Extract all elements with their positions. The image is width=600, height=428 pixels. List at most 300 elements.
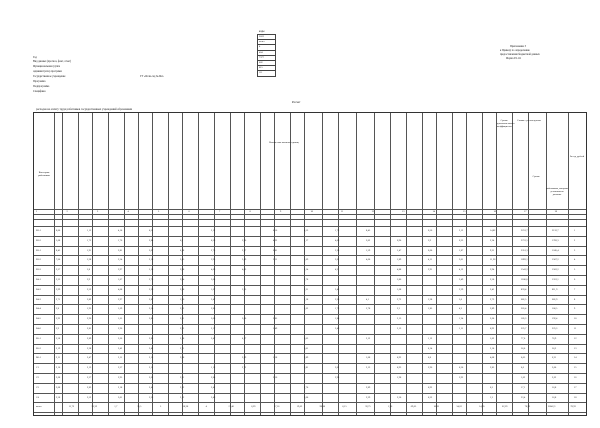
row-value: 3,03 [304,336,309,340]
row-value: 6,23 [459,238,464,242]
row-value: 811,9 [552,287,558,291]
code-cell: 015 [258,66,276,71]
label-institution: Государственное учреждение [33,75,66,78]
row-value: 6,56 [428,229,433,232]
total-value: 1,96 [388,405,393,409]
row-value: 3,78 [366,307,371,311]
row-value: 3,20 [335,248,340,252]
codes-header: коды [259,30,265,33]
row-value: 3,29 [459,287,464,291]
row-value: 3,13 [149,356,154,360]
column-number: 7 [219,210,221,213]
row-value: 1,36 [180,297,185,301]
row-value: 3,15 [397,317,402,321]
column-number: 10 [310,210,313,213]
row-value: 1,02 [521,376,526,379]
total-value: 58,28 [182,405,189,409]
codes-table [257,34,276,77]
row-value: 1,69 [118,307,123,311]
row-category: В4-4 [36,307,41,311]
row-value: 3,12 [459,229,464,232]
row-value: 3,49 [242,258,247,262]
row-value: 225,3 [552,327,558,330]
row-value: 265,4 [521,307,527,311]
row-value: 3,72 [397,297,402,301]
total-value: 17,46 [228,405,234,409]
row-value: 2,08 [56,385,61,389]
row-category: В4-1 [36,278,41,281]
row-value: 2,70 [304,385,309,389]
row-value: 1,3 [490,395,493,399]
row-value: 0,32 [428,395,433,399]
row-value: 3,73 [490,297,495,301]
row-value: 1,13 [211,366,216,370]
row-value: 3351,3 [521,248,528,252]
row-value: 1,62 [304,307,309,311]
total-value: 57,16 [274,405,280,409]
row-value: 1,76 [118,238,123,242]
total-value: 19,03 [296,405,303,409]
row-value: 3,18 [149,258,154,262]
row-value: 3,42 [118,346,123,350]
row-value: 2,11 [273,258,278,262]
row-value: 2,10 [56,366,61,370]
row-value: 33,4 [521,395,526,399]
row-value: 3,95 [211,258,216,262]
row-value: 6,60 [428,248,433,252]
row-value: 2,84 [149,238,154,242]
column-number: 1 [36,210,38,213]
code-cell: отчет [258,40,276,45]
header-category: Категории работников [38,171,50,178]
row-value: 5,9 [428,238,431,242]
row-value: 6,14 [304,268,309,272]
total-value: 53,59 [91,405,97,409]
row-value: 2,95 [118,376,123,379]
row-value: 4,1 [366,297,369,301]
doc-subtitle: расходов на оплату труда работников государственных учреждений образования [36,108,132,111]
row-value: 8,45 [56,248,61,252]
row-value: 3,33 [149,395,154,399]
row-value: 2,84 [211,376,216,379]
row-value: 3,98 [180,268,185,272]
row-value: 4,88 [397,268,402,272]
column-number: 12 [371,210,374,213]
label-func-group: Функциональная группа [33,65,61,68]
row-value: 2,62 [552,376,557,379]
row-value: 2,68 [56,376,61,379]
row-value: 3,29 [366,395,371,399]
row-value: 3,08 [211,278,216,281]
row-value: 225,7 [521,327,527,330]
row-value: 3,38 [180,287,185,291]
row-value: 1,98 [397,376,402,379]
institution-name: ГУ «Ясли-сад №192» [140,75,164,78]
column-number: 3 [97,210,99,213]
row-value: 2,58 [56,336,61,340]
row-value: 2,8 [56,307,59,311]
row-value: 2,61 [335,258,340,262]
header-annual: За год, рублей [569,155,585,158]
row-value: 1,08 [366,356,371,360]
row-value: 3,12 [366,336,371,340]
total-value: 59,75 [365,405,371,409]
code-cell: 2019 [258,35,276,40]
row-category: В4-3 [36,297,41,301]
column-number: 13 [402,210,405,213]
total-value: 69,05 [410,405,417,409]
approval-line: Приложение 3 [510,45,526,48]
row-value: 16 [574,376,577,379]
total-value: 78,92 [524,405,531,409]
row-category: В4-5 [36,317,41,321]
row-value: 0,93 [397,366,402,370]
row-value: 4,03 [242,268,247,272]
row-value: 3,99 [56,287,61,291]
row-value: 3,42 [149,346,154,350]
row-value: 3,11 [118,356,123,360]
row-value: 11,26 [490,258,496,262]
row-value: 2,91 [428,268,433,272]
row-value: 681,9 [552,297,558,301]
row-value: 0,18 [180,248,185,252]
row-value: 3,89 [490,307,495,311]
header-right-total: работникам, которым установлены доплаты [546,187,568,197]
total-value: 11,73 [68,405,75,409]
row-value: 1312,1 [552,278,559,281]
row-value: 2,96 [242,238,247,242]
row-value: 2,19 [56,346,61,350]
row-value: 0,51 [149,229,154,232]
row-value: 1,07 [118,278,123,281]
approval-line: к Приказу по определению [500,49,530,52]
row-value: 1,95 [87,307,92,311]
row-value: 3,06 [211,317,216,321]
row-category: В3-3 [36,268,41,272]
row-value: 2,92 [56,317,61,321]
row-value: 2,85 [211,307,216,311]
row-value: 3,49 [335,327,340,330]
row-value: 4,53 [304,229,309,232]
row-category: С3 [36,385,39,389]
total-label: итого [36,405,42,409]
row-value: 1,73 [335,307,340,311]
total-value: 4 [205,405,207,409]
row-category: В2-2 [36,238,41,242]
label-year: Год [33,56,37,59]
column-number: 8 [249,210,251,213]
row-value: 2,58 [56,395,61,399]
row-value: 1783,3 [552,238,559,242]
row-value: 2,02 [366,238,371,242]
row-value: 1507,2 [552,258,559,262]
row-value: 8,45 [366,229,371,232]
row-value: 10,8 [552,385,557,389]
row-value: 9 [574,307,576,311]
row-value: 11 [574,327,577,330]
row-value: 50,2 [552,346,557,350]
row-value: 160,5 [552,307,558,311]
row-value: 2,71 [56,297,61,301]
row-value: 0,92 [428,385,433,389]
row-value: 4,92 [273,238,278,242]
row-value: 833,4 [521,287,527,291]
row-value: 3,47 [211,336,216,340]
row-value: 1,65 [118,317,123,321]
row-value: 0,8 [428,356,431,360]
row-value: 0,05 [521,356,526,360]
row-value: 2,81 [180,317,185,321]
row-value: 2,60 [490,317,495,321]
row-value: 5,18 [149,268,154,272]
row-value: 4,12 [459,268,464,272]
code-cell: 4 [258,45,276,50]
total-value: 78,92 [570,405,576,409]
row-value: 2,89 [366,385,371,389]
row-value: 0,17 [242,336,247,340]
row-value: 2,87 [149,297,154,301]
row-value: 3,9 [87,278,90,281]
row-value: 3,71 [180,346,185,350]
row-value: 3,01 [118,395,123,399]
row-value: 5,86 [397,278,402,281]
row-value: 2132,7 [552,229,559,232]
row-value: 1893,1 [521,258,528,262]
row-value: 7,00 [56,258,61,262]
row-value: 3,92 [459,376,464,379]
row-category: В2-1 [36,229,41,232]
row-value: 2,91 [180,376,185,379]
row-value: 3,30 [335,297,340,301]
row-value: 1541,2 [521,268,528,272]
row-value: 1,09 [304,258,309,262]
row-value: 3,98 [180,356,185,360]
row-value: 2,41 [149,385,154,389]
code-cell: 464 [258,50,276,55]
row-value: 1,72 [87,238,92,242]
row-value: 3,94 [490,268,495,272]
row-value: 3,47 [87,356,92,360]
row-value: 4,2 [335,268,338,272]
row-value: 3,97 [118,268,123,272]
row-value: 2,54 [118,258,123,262]
row-value: 3,12 [180,395,185,399]
row-value: 2,96 [428,366,433,370]
row-value: 4,08 [490,356,495,360]
row-value: 2,89 [87,336,92,340]
salary-table [33,112,587,416]
row-value: 1,49 [273,327,278,330]
row-value: 8,00 [56,229,61,232]
total-value: 34,62 [456,405,462,409]
row-value: 3,41 [490,287,495,291]
row-value: 3,29 [149,287,154,291]
row-category: В6-1 [36,356,41,360]
row-value: 3,10 [490,346,495,350]
row-value: 3,37 [56,268,61,272]
row-value: 5 [574,268,576,272]
column-number: 16 [493,210,496,213]
row-value: 3,23 [56,278,61,281]
row-value: 0,92 [397,356,402,360]
row-value: 3,67 [149,248,154,252]
row-value: 3,37 [118,366,123,370]
row-value: 2,85 [490,366,495,370]
row-value: 1,91 [87,248,92,252]
row-value: 1,85 [428,307,433,311]
row-value: 2 [574,238,576,242]
row-value: 50,0 [521,346,526,350]
row-value: 3,17 [211,327,216,330]
label-admin: Администратор программ [33,70,62,73]
row-value: 6,21 [552,356,557,360]
row-value: 2,01 [335,366,340,370]
row-value: 1,89 [397,258,402,262]
row-value: 2,37 [242,248,247,252]
row-value: 5,28 [428,297,433,301]
row-value: 3,01 [459,258,464,262]
label-data-type: Вид данных (прогноз, факт, отчет) [33,60,72,63]
row-value: 2,9 [56,327,59,330]
row-value: 5,28 [87,258,92,262]
row-category: В5-1 [36,336,41,340]
row-value: 6,81 [273,248,278,252]
row-value: 3,82 [87,297,92,301]
approval-line: предоставления бюджетной данных [500,53,540,56]
approval-line: Форма 03-111 [506,57,522,60]
column-number: 9 [280,210,282,213]
total-value: 62,59 [502,405,508,409]
row-value: 0,3 [490,385,493,389]
row-value: 3712,5 [521,238,528,242]
row-value: 1,67 [211,287,216,291]
row-value: 2,18 [118,385,123,389]
row-category: С4 [36,395,39,399]
row-value: 4,08 [118,287,123,291]
row-value: 681,5 [521,297,527,301]
row-value: 1,02 [490,336,495,340]
label-specific: Специфика [33,90,46,93]
column-number: 5 [158,210,160,213]
row-value: 3,49 [211,395,216,399]
row-value: 5,78 [304,278,309,281]
row-value: 12 [574,336,577,340]
row-value: 3,47 [211,297,216,301]
row-value: 3,13 [397,327,402,330]
row-value: 3,32 [180,307,185,311]
row-value: 0,59 [211,238,216,242]
row-value: 1,68 [397,287,402,291]
row-value: 3,45 [180,258,185,262]
row-value: 13 [574,346,577,350]
row-value: 9,21 [490,248,495,252]
row-value: 1,58 [273,356,278,360]
row-value: 14 [574,356,577,360]
column-number: 2 [66,210,68,213]
row-category: В3-2 [36,258,41,262]
row-value: 2,96 [87,317,92,321]
row-value: 2,92 [180,327,185,330]
row-value: 2,97 [118,297,123,301]
row-value: 1,84 [335,317,340,321]
total-value: 13642,3 [547,405,556,409]
row-value: 0,30 [459,366,464,370]
row-category: С2 [36,376,39,379]
row-value: 2,17 [304,238,309,242]
row-category: В4-2 [36,287,41,291]
row-value: 8 [574,297,576,301]
row-value: 1,59 [366,248,371,252]
row-value: 4 [574,258,576,262]
row-value: 3,13 [87,366,92,370]
row-value: 4,2 [459,307,462,311]
row-value: 1,11 [459,327,464,330]
row-value: 1562,2 [552,268,559,272]
total-value: 35,5 [137,405,142,409]
row-value: 3,12 [211,229,216,232]
header-sum: Сумма [532,175,540,178]
row-value: 192,4 [552,317,558,321]
row-value: 2,75 [211,248,216,252]
row-value: 3,22 [180,385,185,389]
total-value: 0,15 [342,405,347,409]
row-value: 2,66 [118,336,123,340]
row-value: 3,28 [87,346,92,350]
total-value: 1,7 [114,405,118,409]
total-value: 14,95 [479,405,485,409]
row-value: 0,14 [428,346,433,350]
row-value: 5,21 [304,287,309,291]
row-value: 5,8 [87,268,90,272]
column-number: 4 [127,210,129,213]
row-value: 3,81 [304,366,309,370]
row-category: С1 [36,366,39,370]
row-value: 2,83 [149,336,154,340]
row-value: 7 [574,287,576,291]
total-value: 5 [160,405,162,409]
row-value: 14,82 [490,229,496,232]
row-value: 0,56 [273,229,278,232]
row-value: 2,83 [87,385,92,389]
label-program: Программа [33,80,46,83]
row-value: 3,35 [242,287,247,291]
row-value: 4,10 [118,229,123,232]
row-value: 185,3 [521,317,527,321]
label-subprogram: Подпрограмма [33,85,50,88]
row-value: 2,90 [335,376,340,379]
column-number: 11 [341,210,344,213]
row-value: 3,00 [304,395,309,399]
row-value: 2,96 [118,327,123,330]
row-value: 3,49 [459,278,464,281]
row-category: В4-6 [36,327,41,330]
row-value: 3,13 [366,366,371,370]
doc-title: Расчет [292,100,301,104]
header-col-b: Ставка с учетом доплат [517,119,541,122]
row-value: 1245,4 [552,248,559,252]
row-value: 2,81 [87,327,92,330]
row-value: 5,0 [459,297,462,301]
code-cell: 002 [258,60,276,65]
row-value: 15 [574,366,577,370]
row-value: 2,3 [397,307,400,311]
row-category: В5-2 [36,346,41,350]
row-value: 3,18 [304,297,309,301]
total-value: 0,39 [251,405,256,409]
row-value: 4,60 [366,258,371,262]
row-value: 0,5 [180,238,183,242]
row-value: 17 [574,385,577,389]
